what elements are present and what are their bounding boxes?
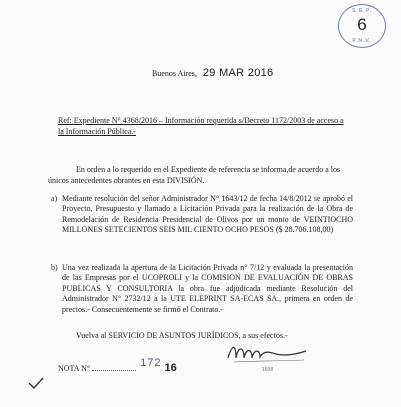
list-item-a-marker: a) — [51, 194, 58, 203]
dateline-date-stamp: 29 MAR 2016 — [202, 67, 274, 79]
list-item-b-marker: b) — [51, 263, 58, 272]
nota-number-stamp: 172 — [140, 357, 162, 369]
stamp-top-text: S.G.P. — [351, 8, 373, 14]
intro-paragraph — [48, 165, 353, 186]
office-stamp — [338, 4, 386, 48]
closing-line: Vuelva al SERVICIO DE ASUNTOS JURÍDICOS, a sus efectos.- — [76, 331, 288, 340]
check-mark-icon — [28, 376, 44, 390]
nota-number-line — [58, 357, 177, 374]
list-item-a-text: Mediante resolución del señor Administrador N° 1643/12 de fecha 14/8/2012 se aprobó el Proyecto, Presupuesto y llamado a Licitación Privada para la realización de la Obra de Remodelación de Residencia Presidencial de Olivos por un monto de VEINTIOCHO MILLONES SETECIENTOS SEIS MIL CIENTO OCHO PESOS ($ 28.706.108,00) — [62, 194, 353, 235]
dateline — [152, 67, 273, 79]
signature-caption: 1698 — [262, 367, 274, 373]
list-item-b-text: Una vez realizada la apertura de la Licitación Privada n° 7/12 y evaluada la presentación de las Empresas por el UCOPROLI y la COMISION DE EVALUACIÓN DE OBRAS PUBLICAS Y CONSULTORIA la obra fue adjudicada mediante Resolución del Administrador N° 2732/12 a la UTE ELEPRINT SA-ECAS SA., primera en orden de precios.- Consecuentemente se firmó el Contrato.- — [62, 263, 353, 314]
handwritten-signature — [224, 336, 314, 376]
dateline-city: Buenos Aires, — [152, 69, 197, 78]
nota-year: 16 — [164, 362, 177, 374]
intro-line-1: En orden a lo requerido en el Expediente de referencia se informa,de acuerdo a los — [76, 165, 341, 174]
list-item-b — [51, 263, 353, 315]
stamp-number: 6 — [357, 15, 367, 34]
nota-label: NOTA N° — [58, 364, 91, 373]
nota-dotted-rule — [92, 364, 136, 371]
stamp-bottom-text: P.N.V. — [352, 38, 372, 44]
intro-line-2: únicos antecedentes obrantes en esta DIVISIÓN. — [48, 175, 205, 185]
list-item-a — [51, 194, 353, 236]
reference-line: Ref: Expediente N° 4368/2016 – Información requerida s/Decreto 1172/2003 de acceso a la Información Pública.- — [58, 116, 344, 136]
